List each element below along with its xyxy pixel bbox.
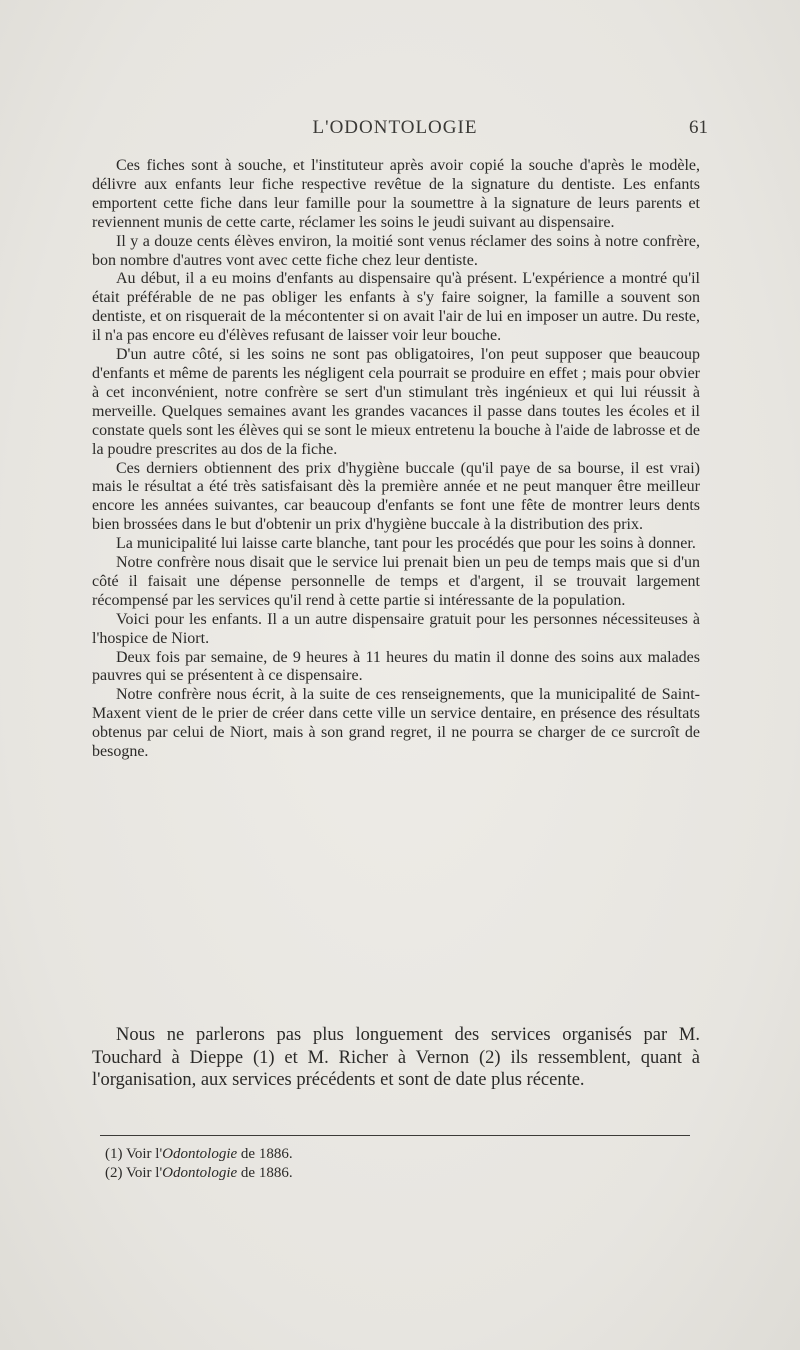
- footnote-marker: (2) Voir l': [105, 1165, 163, 1181]
- footnote-journal: Odontologie: [162, 1165, 238, 1181]
- footnote: [105, 1145, 665, 1164]
- paragraph: Au début, il a eu moins d'enfants au dispensaire qu'à présent. L'expérience a montré qu'il était préférable de ne pas obliger les enfants à s'y faire soigner, la famille a souvent son dentiste, et on risquerait de la mécontenter si on avait l'air de lui en imposer un autre. Du reste, il n'a pas encore eu d'élèves refusant de laisser voir leur bouche.: [92, 270, 700, 345]
- footnote-marker: (1) Voir l': [105, 1146, 163, 1162]
- paragraph: Notre confrère nous écrit, à la suite de ces renseignements, que la municipalité de Saint-Maxent vient de le prier de créer dans cette ville un service dentaire, en présence des résultats obtenus par celui de Niort, mais à son grand regret, il ne pourra se charger de ce surcroît de besogne.: [92, 686, 700, 761]
- paragraph: Il y a douze cents élèves environ, la moitié sont venus réclamer des soins à notre confrère, bon nombre d'autres vont avec cette fiche chez leur dentiste.: [92, 232, 700, 269]
- paragraph: Ces derniers obtiennent des prix d'hygiène buccale (qu'il paye de sa bourse, il est vrai) mais le résultat a été très satisfaisant dès la première année et ne peut manquer être meilleur encore les années suivantes, car beaucoup d'enfants se font une fête de montrer leurs dents bien brossées dans le but d'obtenir un prix d'hygiène buccale à la distribution des prix.: [92, 459, 700, 534]
- footnote-journal: Odontologie: [162, 1146, 238, 1162]
- closing-paragraph: Nous ne parlerons pas plus longuement des services organisés par M. Touchard à Dieppe (1) et M. Richer à Vernon (2) ils ressemblent, quant à l'organisation, aux services précédents et sont de date plus récente.: [92, 1025, 700, 1090]
- paragraph: La municipalité lui laisse carte blanche, tant pour les procédés que pour les soins à donner.: [116, 535, 696, 553]
- page-number: 61: [689, 117, 708, 138]
- footnotes: [105, 1145, 665, 1183]
- page-header: [90, 117, 708, 141]
- footnote-suffix: de 1886.: [237, 1165, 293, 1181]
- paragraph: Ces fiches sont à souche, et l'instituteur après avoir copié la souche d'après le modèle, délivre aux enfants leur fiche respective revêtue de la signature du dentiste. Les enfants emportent cette fiche dans leur famille pour la soumettre à la signature de leurs parents et reviennent munis de cette carte, réclamer les soins le jeudi suivant au dispensaire.: [92, 157, 700, 231]
- running-title: L'ODONTOLOGIE: [312, 117, 478, 138]
- paragraph: Deux fois par semaine, de 9 heures à 11 heures du matin il donne des soins aux malades pauvres qui se présentent à ce dispensaire.: [92, 648, 700, 685]
- footnote-divider: [100, 1135, 690, 1136]
- paragraph: Notre confrère nous disait que le service lui prenait bien un peu de temps mais que si d'un côté il faisait une dépense personnelle de temps et d'argent, il se trouvait largement récompensé par les services qu'il rend à cette partie si intéressante de la population.: [92, 554, 700, 609]
- paragraph: Voici pour les enfants. Il a un autre dispensaire gratuit pour les personnes nécessiteuses à l'hospice de Niort.: [92, 610, 700, 647]
- body-text: [92, 157, 700, 762]
- paragraph: D'un autre côté, si les soins ne sont pas obligatoires, l'on peut supposer que beaucoup d'enfants et même de parents les négligent cela pourrait se produire en effet ; mais pour obvier à cet inconvénient, notre confrère se sert d'un stimulant très ingénieux et qui lui réussit à merveille. Quelques semaines avant les grandes vacances il passe dans toutes les écoles et il constate quels sont les élèves qui se sont le mieux entretenu la bouche à l'aide de labrosse et de la poudre prescrites au dos de la fiche.: [92, 346, 700, 458]
- footnote-suffix: de 1886.: [237, 1146, 293, 1162]
- footnote: [105, 1164, 665, 1183]
